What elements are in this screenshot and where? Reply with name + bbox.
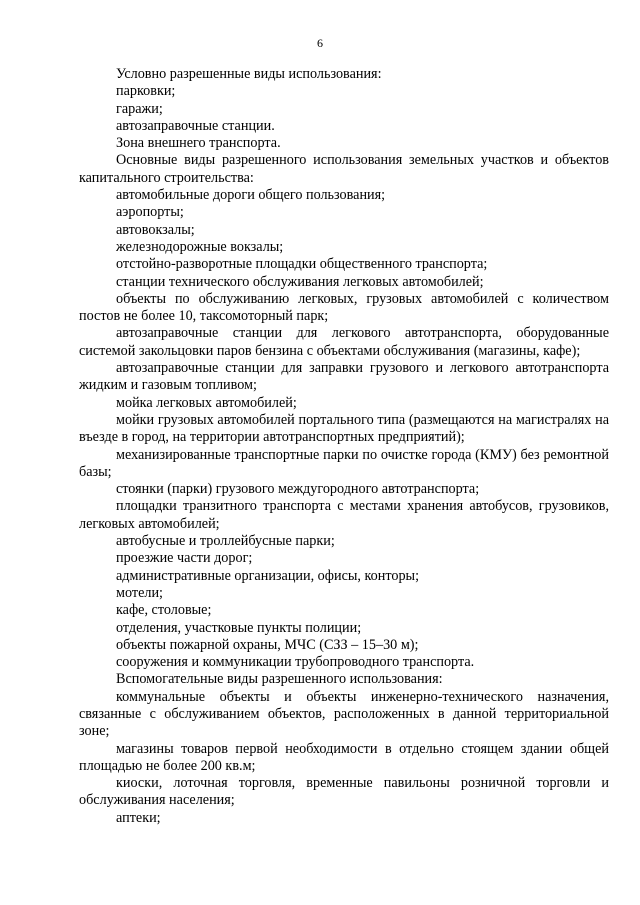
page-number: 6 <box>317 36 323 50</box>
paragraph: Вспомогательные виды разрешенного использования: <box>116 671 443 688</box>
paragraph: автомобильные дороги общего пользования; <box>116 187 386 204</box>
paragraph: мойки грузовых автомобилей портального типа (размещаются на магистралях на въезде в город, на территории автотранспортных предприятий); <box>79 411 609 446</box>
paragraph: отстойно-разворотные площадки общественного транспорта; <box>116 256 488 273</box>
paragraph: мотели; <box>116 584 163 601</box>
paragraph: мойка легковых автомобилей; <box>116 394 297 411</box>
paragraph: отделения, участковые пункты полиции; <box>116 619 362 636</box>
paragraph: станции технического обслуживания легковых автомобилей; <box>116 273 484 290</box>
paragraph: автовокзалы; <box>116 221 195 238</box>
paragraph: железнодорожные вокзалы; <box>116 238 284 255</box>
paragraph: аптеки; <box>116 809 161 826</box>
paragraph: Условно разрешенные виды использования: <box>116 66 382 82</box>
paragraph: стоянки (парки) грузового междугородного автотранспорта; <box>116 481 480 498</box>
paragraph: коммунальные объекты и объекты инженерно-технического назначения, связанные с обслуживанием объектов, расположенных в данной территориальной зоне; <box>79 688 609 740</box>
section-heading: Зона внешнего транспорта. <box>116 135 281 152</box>
paragraph: аэропорты; <box>116 204 184 221</box>
paragraph: объекты по обслуживанию легковых, грузовых автомобилей с количеством постов не более 10, таксомоторный парк; <box>79 290 609 325</box>
paragraph: автозаправочные станции для заправки грузового и легкового автотранспорта жидким и газовым топливом; <box>79 360 609 394</box>
paragraph: кафе, столовые; <box>116 602 212 619</box>
paragraph: автобусные и троллейбусные парки; <box>116 533 335 550</box>
paragraph: механизированные транспортные парки по очистке города (КМУ) без ремонтной базы; <box>79 446 609 480</box>
paragraph: Основные виды разрешенного использования земельных участков и объектов капитального строительства: <box>79 152 609 186</box>
paragraph: объекты пожарной охраны, МЧС (СЗЗ – 15–30 м); <box>116 636 419 653</box>
document-body <box>79 66 609 827</box>
paragraph: магазины товаров первой необходимости в отдельно стоящем здании общей площадью не более 200 кв.м; <box>79 740 609 774</box>
paragraph: площадки транзитного транспорта с местами хранения автобусов, грузовиков, легковых автомобилей; <box>79 498 609 532</box>
paragraph: гаражи; <box>116 100 163 117</box>
paragraph: проезжие части дорог; <box>116 550 253 567</box>
paragraph: парковки; <box>116 83 176 100</box>
paragraph: киоски, лоточная торговля, временные павильоны розничной торговли и обслуживания населения; <box>79 775 609 809</box>
paragraph: автозаправочные станции для легкового автотранспорта, оборудованные системой закольцовки паров бензина с объектами обслуживания (магазины, кафе); <box>79 325 609 359</box>
paragraph: сооружения и коммуникации трубопроводного транспорта. <box>116 654 475 671</box>
paragraph: административные организации, офисы, конторы; <box>116 567 420 584</box>
paragraph: автозаправочные станции. <box>116 117 275 134</box>
